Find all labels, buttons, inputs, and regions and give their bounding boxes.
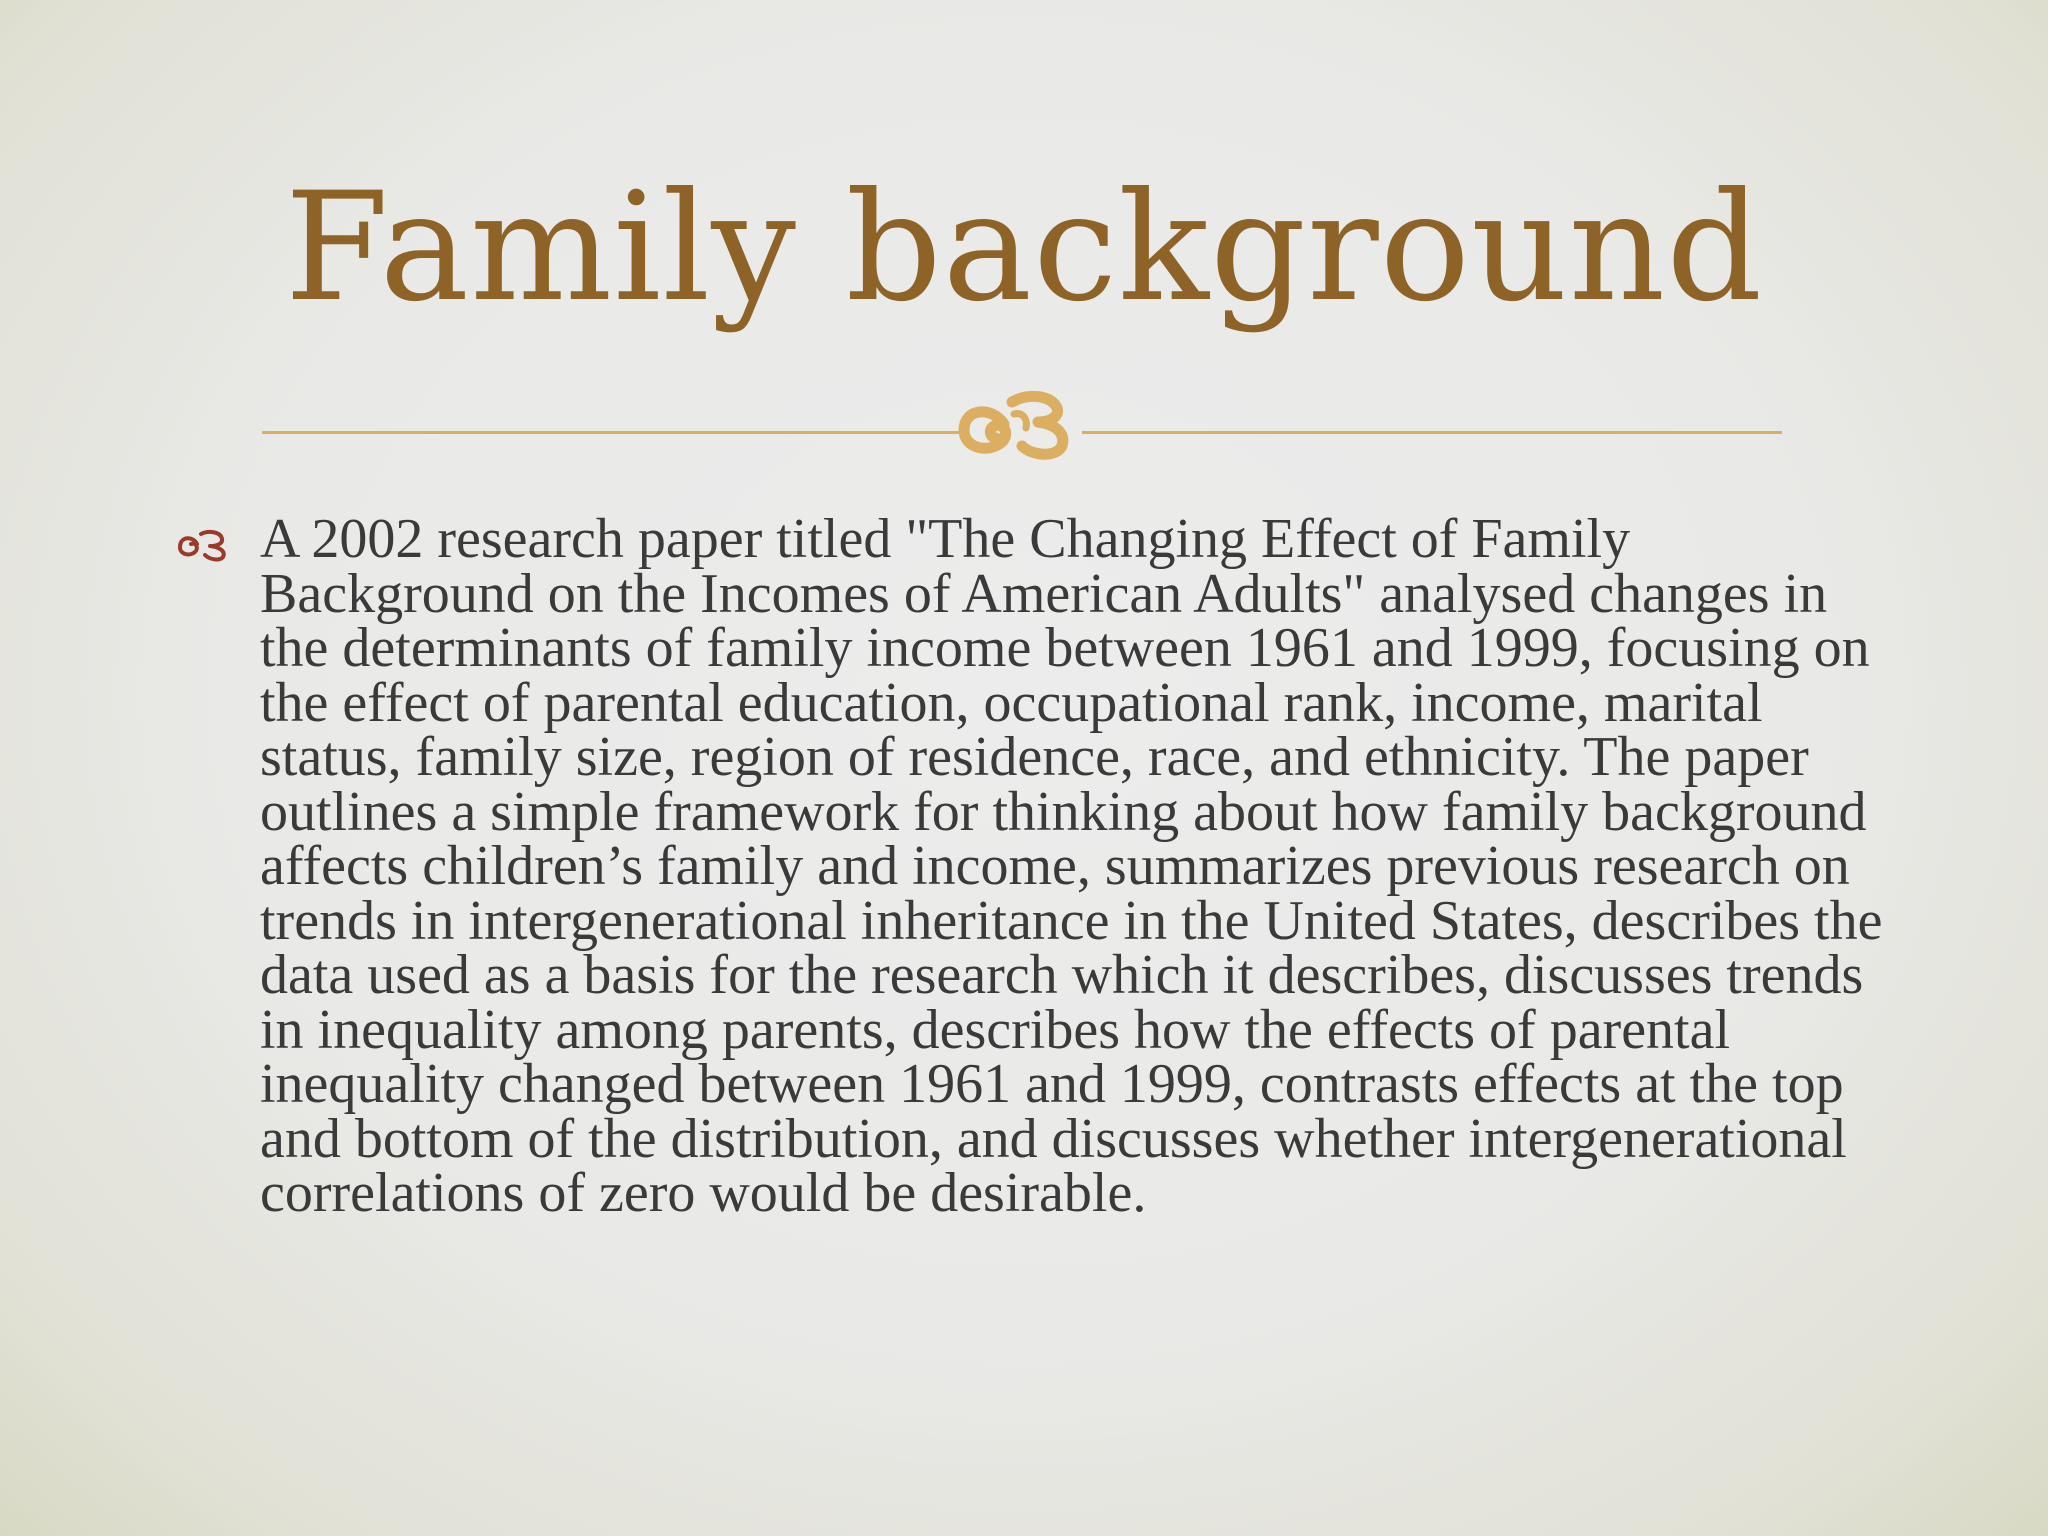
slide-title: Family background: [284, 161, 1764, 335]
curl-bullet-icon: [175, 526, 231, 562]
divider-line-left: [262, 431, 962, 434]
title-divider: [262, 384, 1782, 464]
slide-body: [175, 508, 1895, 1224]
divider-line-right: [1082, 431, 1782, 434]
bullet-item: [175, 508, 1895, 1224]
ornament-flourish-icon: [952, 384, 1092, 464]
bullet-text: A 2002 research paper titled "The Changing Effect of Family Background on the Incomes of American Adults" analysed changes in the determinants of family income between 1961 and 1999, focusing on the effect of parental education, occupational rank, income, marital status, family size, region of residence, race, and ethnicity. The paper outlines a simple framework for thinking about how family background affects children’s family and income, summarizes previous research on trends in intergenerational inheritance in the United States, describes the data used as a basis for the research which it describes, discusses trends in inequality among parents, describes how the effects of parental inequality changed between 1961 and 1999, contrasts effects at the top and bottom of the distribution, and discusses whether intergenerational correlations of zero would be desirable.: [260, 508, 1883, 1224]
